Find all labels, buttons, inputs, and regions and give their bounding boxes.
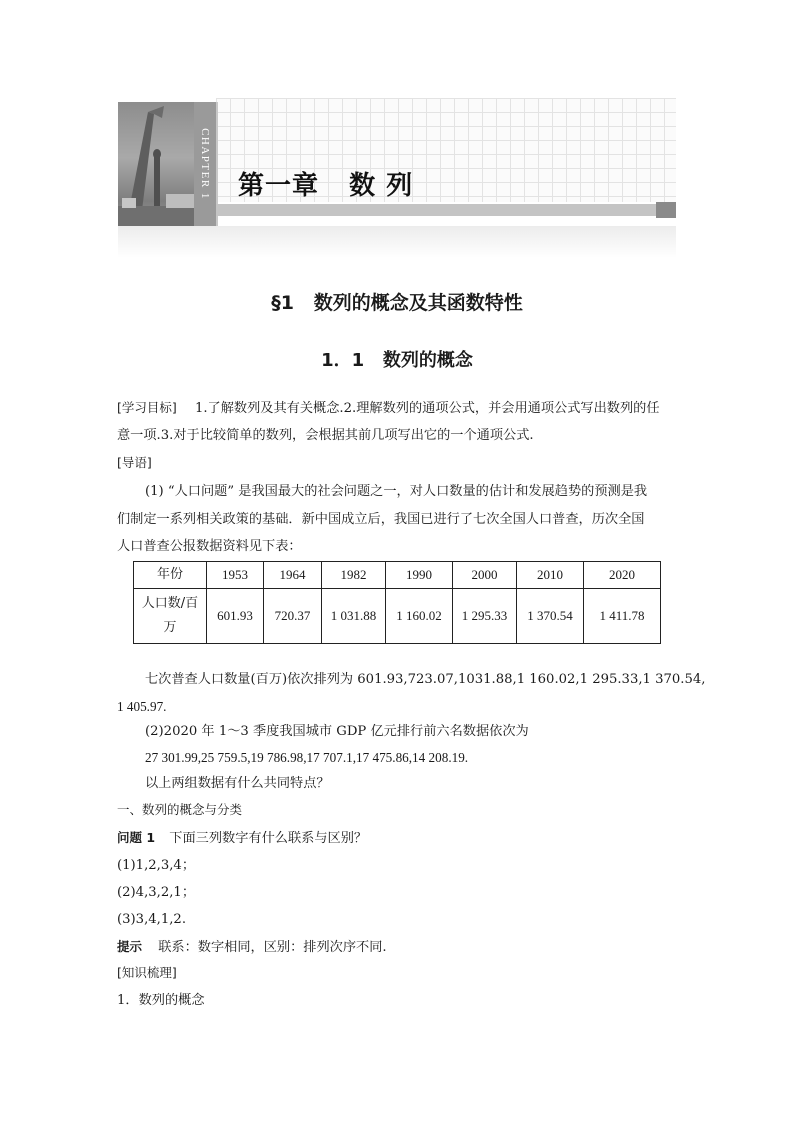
sequence-item-3: (3)3,4,1,2.: [117, 912, 187, 927]
table-cell-population: 1 370.54: [517, 589, 584, 644]
table-cell-population: 720.37: [264, 589, 322, 644]
subsection-title: 1．1 数列的概念: [321, 350, 473, 371]
sequence-item-1: (1)1,2,3,4；: [117, 858, 196, 873]
table-cell-year: 2000: [453, 562, 517, 589]
chapter-title: 第一章 数 列: [238, 171, 414, 201]
sequence-item-2: (2)4,3,2,1；: [117, 885, 196, 900]
banner-bar-end: [656, 202, 676, 218]
table-cell-population: 1 031.88: [322, 589, 386, 644]
table-row-population: [134, 589, 661, 644]
table-header-population: [134, 589, 207, 644]
objectives-line-1: [117, 398, 660, 419]
question-label: 问题 1: [117, 830, 156, 845]
knowledge-label: [知识梳理]: [117, 965, 177, 980]
knowledge-item-1: 1．数列的概念: [117, 993, 205, 1008]
census-table: [133, 561, 661, 644]
table-cell-population: 601.93: [207, 589, 264, 644]
hint: [117, 937, 387, 958]
chapter-label: CHAPTER 1: [199, 128, 211, 200]
monument-photo: [118, 102, 194, 226]
gdp-intro-line: (2)2020 年 1～3 季度我国城市 GDP 亿元排行前六名数据依次为: [145, 724, 529, 739]
table-cell-year: 2010: [517, 562, 584, 589]
table-cell-population: 1 411.78: [584, 589, 661, 644]
population-header-line-1: 人口数/百: [141, 596, 199, 611]
table-cell-year: 2020: [584, 562, 661, 589]
table-header-year: 年份: [134, 562, 207, 589]
table-cell-year: 1953: [207, 562, 264, 589]
objectives-text-1: 1.了解数列及其有关概念.2.理解数列的通项公式，并会用通项公式写出数列的任: [194, 401, 660, 416]
question-text: 下面三列数字有什么联系与区别？: [169, 831, 368, 846]
gdp-values-line: 27 301.99,25 759.5,19 786.98,17 707.1,17 475.86,14 208.19.: [145, 750, 469, 765]
question-1: [117, 828, 367, 849]
table-cell-population: 1 295.33: [453, 589, 517, 644]
intro-paragraph-line-2: 们制定一系列相关政策的基础．新中国成立后，我国已进行了七次全国人口普查，历次全国: [117, 512, 645, 527]
intro-paragraph-line-3: 人口普查公报数据资料见下表：: [117, 539, 302, 554]
hint-text: 联系：数字相同，区别：排列次序不同.: [158, 940, 387, 955]
population-sequence-line-2: 1 405.97.: [117, 699, 167, 714]
intro-label: [导语]: [117, 455, 152, 470]
population-header-line-2: 万: [163, 620, 177, 635]
section-title: §1 数列的概念及其函数特性: [271, 292, 523, 314]
objectives-line-2: 意一项.3.对于比较简单的数列，会根据其前几项写出它的一个通项公式.: [117, 428, 534, 443]
chapter-strip: [194, 102, 216, 226]
objectives-label: [学习目标]: [117, 400, 177, 415]
table-cell-population: 1 160.02: [386, 589, 453, 644]
table-row-years: [134, 562, 661, 589]
banner-shadow: [118, 226, 676, 258]
common-feature-question: 以上两组数据有什么共同特点？: [145, 776, 330, 791]
intro-paragraph-line-1: (1) “人口问题” 是我国最大的社会问题之一，对人口数量的估计和发展趋势的预测是我: [145, 484, 648, 499]
part1-heading: 一、数列的概念与分类: [117, 802, 243, 817]
banner-bar: [216, 204, 656, 216]
population-sequence-line-1: 七次普查人口数量(百万)依次排列为 601.93,723.07,1031.88,1 160.02,1 295.33,1 370.54,: [145, 672, 706, 687]
table-cell-year: 1982: [322, 562, 386, 589]
table-cell-year: 1964: [264, 562, 322, 589]
table-cell-year: 1990: [386, 562, 453, 589]
hint-label: 提示: [117, 939, 143, 954]
